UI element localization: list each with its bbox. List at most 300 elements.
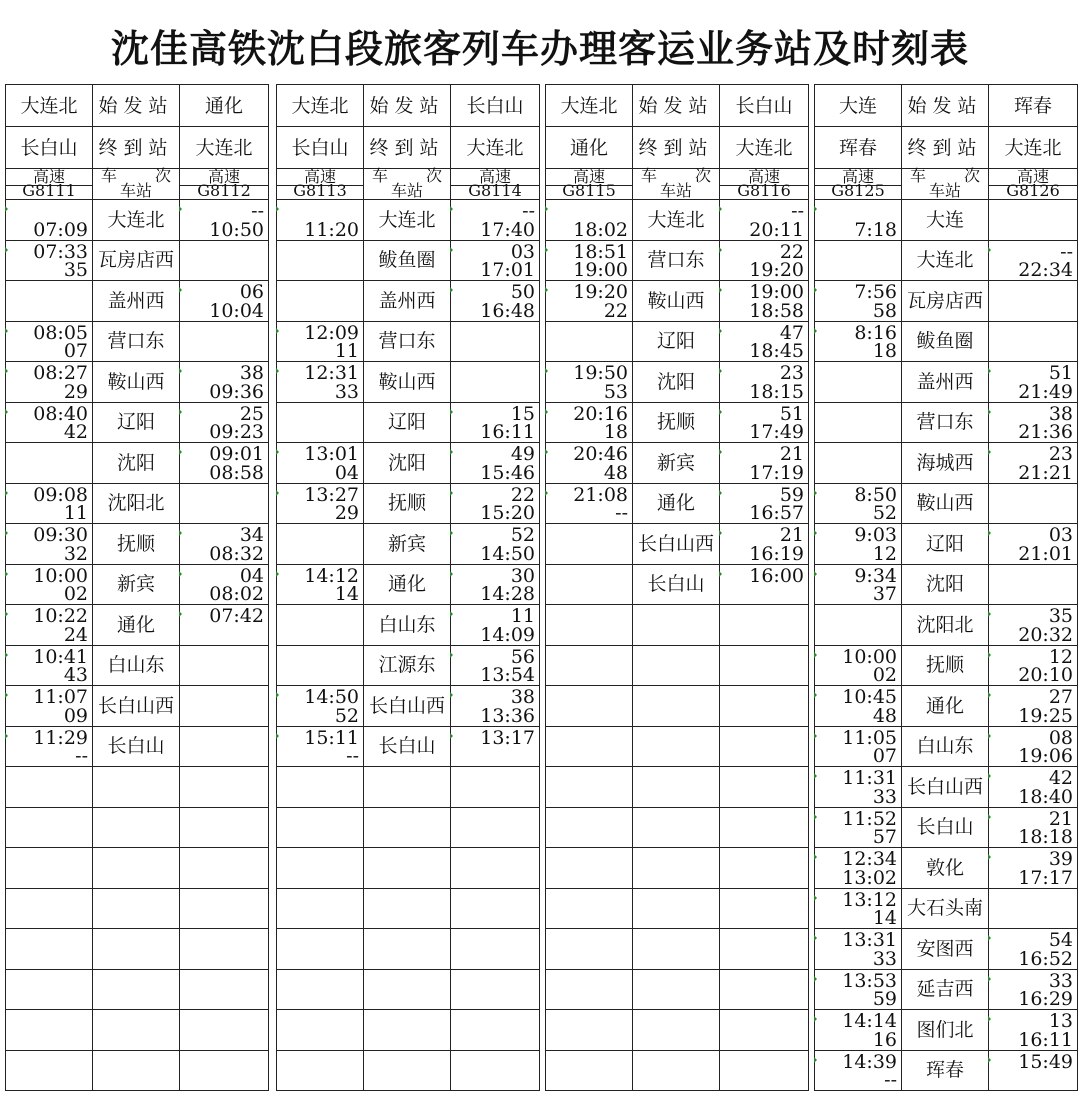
table-row — [277, 322, 540, 363]
station-name — [633, 1051, 719, 1091]
station-name — [364, 848, 450, 888]
cell-marker — [450, 206, 453, 212]
right-arrive: 15 — [510, 402, 535, 425]
right-time-cell — [451, 565, 540, 605]
right-time-cell — [989, 403, 1078, 443]
station-cell — [633, 767, 720, 807]
right-depart: 18:58 — [749, 299, 804, 322]
left-depart: -- — [75, 745, 88, 767]
left-depart: 29 — [63, 380, 88, 403]
right-time-cell — [451, 362, 540, 402]
left-time-cell — [6, 241, 93, 281]
station-cell — [633, 281, 720, 321]
cell-marker — [814, 1016, 817, 1022]
cell-marker — [814, 530, 817, 536]
right-time-cell — [720, 322, 809, 362]
right-depart: 16:57 — [749, 502, 804, 524]
left-depart: 18 — [872, 340, 897, 362]
left-time-cell — [546, 808, 633, 848]
right-arrive: 09:01 — [209, 443, 264, 465]
station-cell — [93, 443, 180, 483]
train-number: G8113 — [293, 181, 347, 200]
right-depart: 21:21 — [1018, 461, 1073, 484]
cell-marker — [814, 571, 817, 577]
cell-marker — [719, 368, 722, 374]
left-time-cell — [815, 808, 902, 848]
left-time-cell — [6, 322, 93, 362]
right-depart: 19:20 — [749, 259, 804, 281]
right-depart: 09:23 — [209, 421, 264, 443]
right-time-cell — [451, 1051, 540, 1091]
table-row — [277, 970, 540, 1011]
right-depart: 09:36 — [209, 380, 264, 403]
right-arrive: 49 — [510, 443, 535, 465]
right-time-cell — [720, 403, 809, 443]
cell-marker — [5, 247, 8, 253]
left-arrive: 12:34 — [842, 848, 897, 870]
right-time-cell — [180, 524, 269, 564]
station-cell — [633, 848, 720, 888]
cell-marker — [5, 490, 8, 496]
cell-marker — [5, 409, 8, 415]
left-time-cell — [6, 443, 93, 483]
origin-label-cell — [633, 85, 720, 126]
station-cell — [364, 646, 451, 686]
left-time-cell — [815, 848, 902, 888]
table-row — [815, 767, 1078, 808]
right-arrive: 35 — [1048, 605, 1073, 627]
right-arrive: 23 — [1048, 443, 1073, 465]
right-depart: 16:11 — [480, 421, 535, 443]
terminal-label: 终到站 — [907, 136, 983, 159]
left-depart: 09 — [63, 704, 88, 727]
left-time-cell — [6, 686, 93, 726]
right-arrive: 21 — [1048, 807, 1073, 830]
station-name — [93, 848, 179, 888]
cell-marker — [814, 206, 817, 212]
right-depart: 21:01 — [1018, 542, 1073, 565]
right-arrive: 06 — [239, 281, 264, 303]
left-time-cell — [546, 443, 633, 483]
left-depart: 58 — [872, 299, 897, 322]
right-depart: 16:52 — [1018, 947, 1073, 970]
table-row — [546, 727, 809, 768]
cell-marker — [719, 449, 722, 455]
station-name: 抚顺 — [925, 654, 964, 677]
table-row — [6, 727, 269, 768]
right-depart: 17:40 — [480, 218, 535, 241]
train-type: 高速 — [546, 170, 632, 186]
station-name — [633, 848, 719, 888]
station-name: 白山东 — [107, 654, 165, 677]
left-arrive: 14:12 — [304, 564, 359, 587]
station-name: 盖州西 — [107, 289, 165, 312]
station-cell — [902, 443, 989, 483]
left-arrive: 10:00 — [842, 645, 897, 668]
right-time-cell — [720, 565, 809, 605]
cell-marker — [276, 368, 279, 374]
left-time-cell — [6, 281, 93, 321]
right-depart: 18:45 — [749, 340, 804, 362]
station-cell — [902, 929, 989, 969]
table-row — [815, 281, 1078, 322]
cell-marker — [814, 814, 817, 820]
left-time-cell — [277, 605, 364, 645]
train-type: 高速 — [6, 170, 92, 186]
car-label: 车 — [910, 166, 927, 185]
left-depart: 11 — [334, 340, 359, 362]
right-depart: 19:06 — [1018, 745, 1073, 767]
left-arrive: 9:03 — [854, 524, 897, 546]
left-arrive: 12:31 — [304, 362, 359, 384]
station-cell — [902, 686, 989, 726]
right-depart: 10:04 — [209, 299, 264, 322]
number-label: 次 — [154, 166, 171, 185]
table-row — [815, 403, 1078, 444]
right-time-cell — [451, 484, 540, 524]
table-row — [815, 362, 1078, 403]
train-cell — [277, 169, 364, 199]
right-depart: 15:20 — [480, 502, 535, 524]
cell-marker — [450, 449, 453, 455]
cell-marker — [814, 1057, 817, 1063]
cell-marker — [814, 773, 817, 779]
station-cell — [902, 605, 989, 645]
table-row — [6, 200, 269, 241]
right-time-cell — [989, 1010, 1078, 1050]
station-name — [364, 1051, 450, 1091]
station-name: 沈阳 — [116, 451, 155, 474]
left-time-cell — [277, 200, 364, 240]
station-cell — [902, 889, 989, 929]
origin-left: 大连北 — [560, 94, 618, 117]
right-time-cell — [180, 281, 269, 321]
left-time-cell — [815, 1010, 902, 1050]
left-time-cell — [6, 929, 93, 969]
station-name: 通化 — [656, 492, 695, 515]
terminal-row — [546, 127, 809, 169]
right-time-cell — [989, 929, 1078, 969]
left-depart: 14 — [334, 583, 359, 605]
table-row — [277, 241, 540, 282]
right-depart: 14:28 — [480, 583, 535, 605]
table-row — [6, 646, 269, 687]
left-time-cell — [6, 808, 93, 848]
right-time-cell — [989, 889, 1078, 929]
right-arrive: 42 — [1048, 767, 1073, 789]
right-time-cell — [720, 686, 809, 726]
table-row — [6, 605, 269, 646]
left-time-cell — [815, 605, 902, 645]
left-depart: 33 — [872, 785, 897, 808]
left-time-cell — [277, 322, 364, 362]
station-name — [633, 605, 719, 645]
table-row — [546, 565, 809, 606]
right-time-cell — [180, 200, 269, 240]
origin-cell — [815, 85, 902, 126]
train-cell — [989, 169, 1078, 199]
table-row — [6, 970, 269, 1011]
station-name: 大石头南 — [906, 897, 983, 920]
left-time-cell — [6, 889, 93, 929]
left-time-cell — [546, 241, 633, 281]
right-arrive: 19:00 — [749, 281, 804, 303]
left-time-cell — [546, 929, 633, 969]
right-time-cell — [451, 727, 540, 767]
right-arrive: 56 — [510, 645, 535, 668]
left-time-cell — [6, 1051, 93, 1091]
train-row — [815, 166, 1078, 200]
station-cell — [364, 1051, 451, 1091]
station-cell — [633, 200, 720, 240]
table-row — [546, 1051, 809, 1092]
left-time-cell — [277, 524, 364, 564]
station-name: 长白山西 — [906, 775, 983, 798]
station-name — [364, 808, 450, 848]
station-name: 辽阳 — [387, 411, 426, 434]
train-cell — [815, 169, 902, 199]
left-arrive: 08:27 — [33, 362, 88, 384]
left-time-cell — [815, 362, 902, 402]
table-row — [815, 605, 1078, 646]
left-time-cell — [815, 929, 902, 969]
station-name — [364, 929, 450, 969]
station-cell — [364, 484, 451, 524]
origin-cell — [989, 85, 1078, 126]
right-time-cell — [989, 767, 1078, 807]
left-depart: 29 — [334, 502, 359, 524]
left-time-cell — [277, 686, 364, 726]
cell-marker — [179, 206, 182, 212]
left-arrive: 9:34 — [854, 564, 897, 587]
station-name: 长白山 — [916, 816, 974, 839]
station-name — [633, 808, 719, 848]
cell-marker — [545, 206, 548, 212]
right-time-cell — [989, 646, 1078, 686]
right-arrive: -- — [251, 200, 264, 222]
table-row — [546, 767, 809, 808]
table-row — [6, 403, 269, 444]
cell-marker — [988, 1057, 991, 1063]
origin-right: 长白山 — [466, 94, 524, 117]
left-depart: 14 — [872, 907, 897, 929]
page-title: 沈佳高铁沈白段旅客列车办理客运业务站及时刻表 — [110, 27, 969, 71]
table-row — [815, 524, 1078, 565]
table-row — [6, 767, 269, 808]
right-time-cell — [989, 565, 1078, 605]
station-cell — [364, 808, 451, 848]
right-time-cell — [989, 200, 1078, 240]
left-arrive: 09:08 — [33, 483, 88, 506]
right-time-cell — [720, 200, 809, 240]
right-arrive: 07:42 — [209, 605, 264, 627]
table-row — [6, 524, 269, 565]
cell-marker — [988, 935, 991, 941]
left-time-cell — [815, 727, 902, 767]
right-depart: 17:17 — [1018, 866, 1073, 889]
left-depart: 11 — [63, 502, 88, 524]
left-time-cell — [815, 241, 902, 281]
left-arrive: 10:22 — [33, 605, 88, 627]
station-cell — [633, 605, 720, 645]
station-name: 长白山 — [647, 573, 705, 596]
right-time-cell — [989, 443, 1078, 483]
left-arrive: 09:30 — [33, 524, 88, 546]
right-arrive: 52 — [510, 524, 535, 546]
station-cell — [93, 362, 180, 402]
station-name: 江源东 — [378, 654, 436, 677]
left-time-cell — [546, 322, 633, 362]
left-arrive: 15:11 — [304, 726, 359, 749]
left-time-cell — [6, 403, 93, 443]
right-time-cell — [720, 646, 809, 686]
right-arrive: 03 — [510, 240, 535, 263]
train-label-cell — [364, 166, 451, 200]
left-arrive: 20:16 — [573, 402, 628, 425]
right-arrive: -- — [791, 200, 804, 222]
left-depart: 59 — [872, 988, 897, 1010]
station-name: 长白山西 — [97, 694, 174, 717]
right-time-cell — [180, 565, 269, 605]
left-arrive: 21:08 — [573, 483, 628, 506]
right-time-cell — [180, 1051, 269, 1091]
station-name: 盖州西 — [916, 370, 974, 393]
origin-right: 通化 — [204, 94, 243, 117]
cell-marker — [545, 449, 548, 455]
right-arrive: 22 — [510, 483, 535, 506]
left-time-cell — [6, 767, 93, 807]
right-time-cell — [180, 484, 269, 524]
table-row — [277, 929, 540, 970]
station-name — [93, 889, 179, 929]
cell-marker — [5, 571, 8, 577]
cell-marker — [5, 733, 8, 739]
cell-marker — [988, 773, 991, 779]
station-name — [633, 1010, 719, 1050]
cell-marker — [5, 206, 8, 212]
origin-cell — [546, 85, 633, 126]
right-time-cell — [180, 241, 269, 281]
right-time-cell — [989, 686, 1078, 726]
table-row — [546, 443, 809, 484]
train-label-cell — [902, 166, 989, 200]
table-row — [277, 443, 540, 484]
train-type: 高速 — [277, 170, 363, 186]
station-cell — [93, 1051, 180, 1091]
right-time-cell — [451, 200, 540, 240]
number-label: 次 — [425, 166, 442, 185]
cell-marker — [988, 1016, 991, 1022]
right-depart: 19:25 — [1018, 704, 1073, 727]
left-time-cell — [6, 524, 93, 564]
right-time-cell — [180, 686, 269, 726]
cell-marker — [276, 490, 279, 496]
right-time-cell — [720, 889, 809, 929]
table-row — [277, 767, 540, 808]
left-depart: -- — [884, 1069, 897, 1091]
left-time-cell — [815, 322, 902, 362]
table-row — [277, 484, 540, 525]
terminal-cell — [6, 127, 93, 168]
station-cell — [93, 848, 180, 888]
cell-marker — [276, 692, 279, 698]
station-cell — [93, 889, 180, 929]
right-arrive: 03 — [1048, 524, 1073, 546]
station-cell — [902, 524, 989, 564]
right-depart: 20:11 — [749, 218, 804, 241]
cell-marker — [988, 854, 991, 860]
right-time-cell — [989, 362, 1078, 402]
left-arrive: 14:14 — [842, 1010, 897, 1032]
left-depart: 12 — [872, 542, 897, 565]
left-time-cell — [277, 1051, 364, 1091]
station-cell — [364, 970, 451, 1010]
right-time-cell — [989, 605, 1078, 645]
left-depart: 57 — [872, 826, 897, 848]
cell-marker — [179, 368, 182, 374]
right-arrive: 04 — [239, 564, 264, 587]
station-cell — [633, 322, 720, 362]
station-name — [633, 727, 719, 767]
cell-marker — [276, 328, 279, 334]
right-time-cell — [720, 362, 809, 402]
right-arrive: 30 — [510, 564, 535, 587]
table-row — [277, 362, 540, 403]
table-row — [546, 524, 809, 565]
terminal-cell — [720, 127, 809, 168]
right-time-cell — [720, 484, 809, 524]
station-name — [364, 889, 450, 929]
station-cell — [364, 443, 451, 483]
car-label: 车 — [101, 166, 118, 185]
cell-marker — [276, 733, 279, 739]
station-label: 车站 — [659, 181, 692, 200]
cell-marker — [719, 206, 722, 212]
terminal-row — [6, 127, 269, 169]
left-depart: 33 — [334, 380, 359, 403]
station-name: 瓦房店西 — [906, 289, 983, 312]
station-cell — [633, 646, 720, 686]
right-depart: 17:01 — [480, 259, 535, 281]
station-name: 长白山西 — [368, 694, 445, 717]
origin-row — [815, 85, 1078, 127]
right-arrive: 38 — [1048, 402, 1073, 425]
left-depart: 33 — [872, 947, 897, 970]
cell-marker — [814, 692, 817, 698]
right-arrive: 39 — [1048, 848, 1073, 870]
left-arrive: 08:40 — [33, 402, 88, 425]
station-name: 辽阳 — [116, 411, 155, 434]
right-time-cell — [989, 524, 1078, 564]
station-name: 沈阳 — [925, 573, 964, 596]
terminal-row — [815, 127, 1078, 169]
right-depart: 18:18 — [1018, 826, 1073, 848]
station-name: 辽阳 — [656, 330, 695, 353]
station-cell — [902, 1051, 989, 1091]
station-name: 辽阳 — [925, 532, 964, 555]
left-arrive: 07:33 — [33, 240, 88, 263]
table-row — [277, 605, 540, 646]
train-number: G8116 — [737, 181, 791, 200]
right-time-cell — [180, 727, 269, 767]
station-name — [633, 889, 719, 929]
right-arrive: 51 — [779, 402, 804, 425]
train-number: G8111 — [22, 181, 76, 200]
terminal-cell — [546, 127, 633, 168]
left-time-cell — [6, 727, 93, 767]
origin-label: 始发站 — [638, 94, 714, 117]
table-row — [546, 200, 809, 241]
